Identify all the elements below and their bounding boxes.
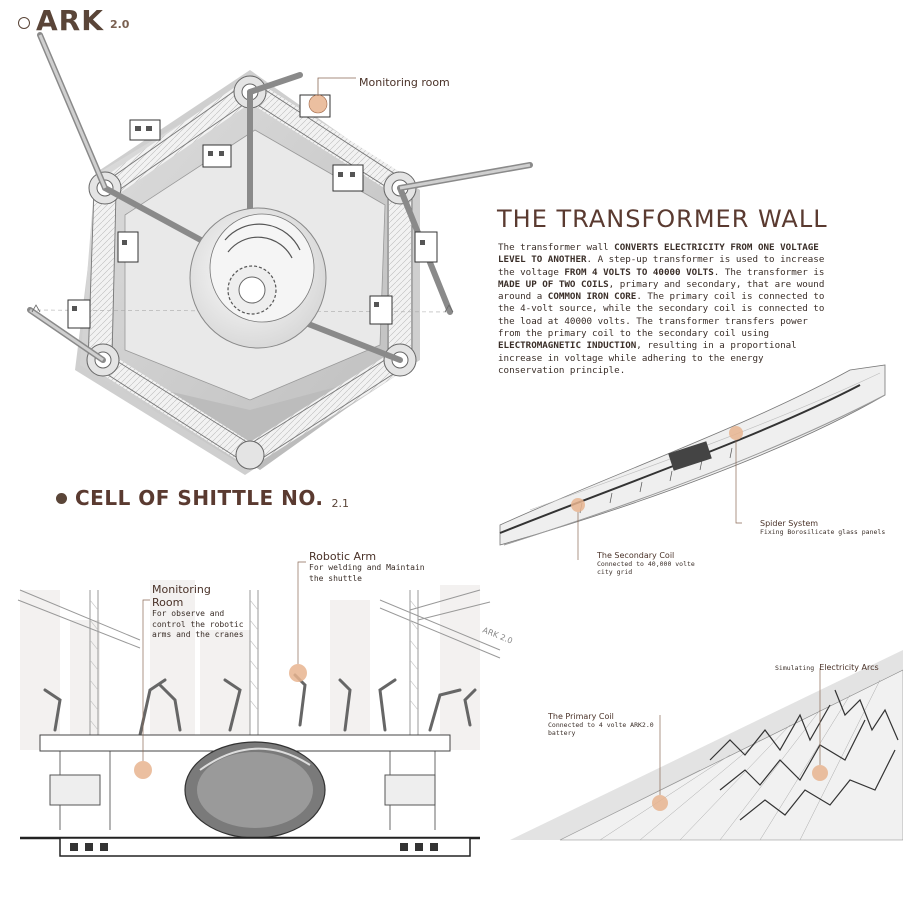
callout-spider: [760, 519, 890, 536]
brand-name: ARK: [36, 4, 104, 37]
callout-arcs: [775, 655, 879, 674]
section-title: THE TRANSFORMER WALL: [497, 205, 828, 233]
description-run: . The primary coil is connected to the 4-volt source, while the secondary coil is connected to the load at 40000 volts. The transformer transfers power from the primary coil to the secondary coil using: [498, 291, 825, 340]
callout-robotic-title: Robotic Arm: [309, 550, 377, 563]
plan-monitoring-label: Monitoring room: [359, 76, 450, 89]
description-run: , primary and secondary, that are wound around a: [498, 278, 825, 303]
description-run: . The transformer is: [713, 266, 825, 278]
callout-primary: [548, 712, 658, 737]
callout-arcs-prefix: Simulating: [775, 664, 815, 672]
callout-primary-title: The Primary Coil: [548, 712, 614, 721]
description-run: CONVERTS ELECTRICITY FROM ONE VOLTAGE LEVEL TO ANOTHER: [498, 242, 819, 266]
cell-title-text: CELL OF SHITTLE NO.: [75, 486, 324, 510]
callout-monitoring-title: Monitoring Room: [152, 583, 211, 609]
callout-robotic: [309, 550, 429, 584]
callout-monitoring-desc: For observe and control the robotic arms and the cranes: [152, 609, 244, 639]
callout-primary-desc: Connected to 4 volte ARK2.0 battery: [548, 721, 654, 737]
description-run: COMMON IRON CORE: [547, 291, 637, 303]
crane-label: ARK 2.0: [481, 625, 514, 646]
description-run: MADE UP OF TWO COILS: [498, 278, 609, 290]
cell-title-number: 2.1: [331, 496, 350, 510]
callout-monitoring: [152, 583, 244, 641]
cell-bullet-icon: [56, 493, 67, 504]
brand-version: 2.0: [109, 18, 130, 31]
description-run: , resulting in a proportional increase in voltage while adhering to the energy conservation principle.: [498, 340, 797, 376]
callout-robotic-desc: For welding and Maintain the shuttle: [309, 563, 425, 583]
description-run: FROM 4 VOLTS TO 40000 VOLTS: [564, 266, 714, 278]
cell-title: [56, 486, 349, 510]
callout-spider-desc: Fixing Borosilicate glass panels: [760, 528, 886, 536]
callout-secondary: [597, 551, 707, 576]
description-run: The transformer wall: [498, 242, 615, 253]
callout-arcs-title: Electricity Arcs: [819, 663, 879, 672]
description-run: . A step-up transformer is used to increase the voltage: [498, 254, 825, 278]
description-run: ELECTROMAGNETIC INDUCTION: [498, 340, 637, 352]
callout-spider-title: Spider System: [760, 519, 819, 528]
callout-secondary-title: The Secondary Coil: [597, 551, 675, 560]
section-drawing: [0, 560, 514, 903]
callout-secondary-desc: Connected to 40,000 volte city grid: [597, 560, 695, 576]
